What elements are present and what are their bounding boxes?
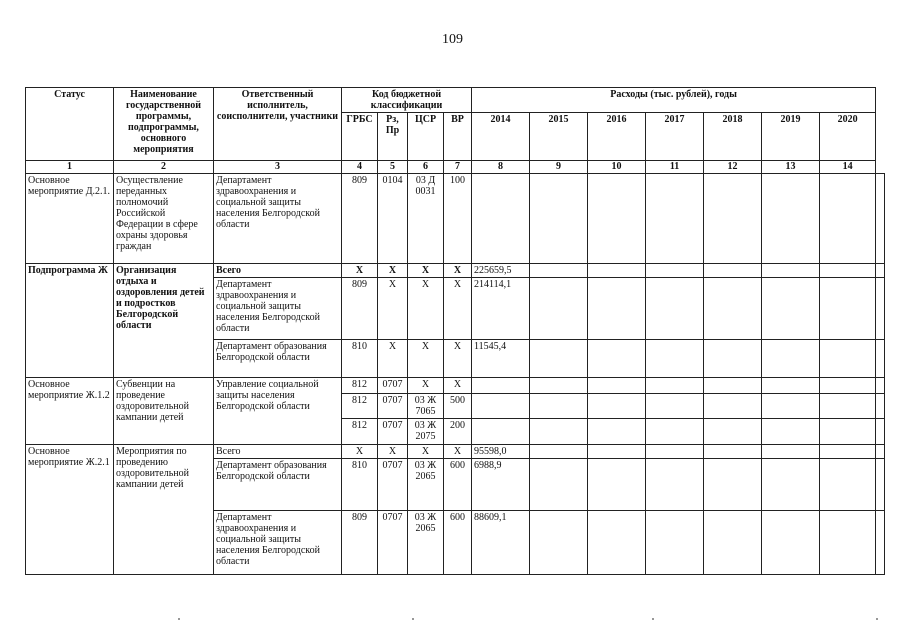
row-2014: 95598,0 bbox=[472, 445, 530, 459]
header-year: 2016 bbox=[588, 113, 646, 161]
empty-cell bbox=[704, 278, 762, 340]
row-vr: Х bbox=[444, 340, 472, 378]
empty-cell bbox=[530, 340, 588, 378]
row-vr: 200 bbox=[444, 419, 472, 445]
empty-cell bbox=[820, 394, 876, 419]
empty-cell bbox=[704, 511, 762, 575]
header-csr: ЦСР bbox=[408, 113, 444, 161]
empty-cell bbox=[646, 419, 704, 445]
row-rzpr: Х bbox=[378, 264, 408, 278]
empty-cell bbox=[530, 174, 588, 264]
row-vr: Х bbox=[444, 264, 472, 278]
table-row bbox=[26, 264, 885, 278]
row-csr: 03 Ж 2065 bbox=[408, 459, 444, 511]
empty-cell bbox=[820, 174, 876, 264]
row-vr: 600 bbox=[444, 511, 472, 575]
col-number: 1 bbox=[26, 161, 114, 174]
row-status: Основное мероприятие Ж.1.2 bbox=[26, 378, 114, 445]
row-grbs: 809 bbox=[342, 511, 378, 575]
empty-cell bbox=[876, 445, 885, 459]
row-2014: 11545,4 bbox=[472, 340, 530, 378]
empty-cell bbox=[876, 174, 885, 264]
row-rzpr: 0707 bbox=[378, 378, 408, 394]
col-number: 6 bbox=[408, 161, 444, 174]
row-name: Мероприятия по проведению оздоровительной кампании детей bbox=[114, 445, 214, 575]
row-name: Осуществление переданных полномочий Российской Федерации в сфере охраны здоровья граждан bbox=[114, 174, 214, 264]
header-vr: ВР bbox=[444, 113, 472, 161]
empty-cell bbox=[762, 394, 820, 419]
row-grbs: 812 bbox=[342, 378, 378, 394]
header-expenses: Расходы (тыс. рублей), годы bbox=[472, 88, 876, 113]
col-number: 10 bbox=[588, 161, 646, 174]
col-number: 9 bbox=[530, 161, 588, 174]
row-name: Организация отдыха и оздоровления детей и подростков Белгородской области bbox=[114, 264, 214, 378]
empty-cell bbox=[876, 459, 885, 511]
empty-cell bbox=[588, 394, 646, 419]
empty-cell bbox=[646, 394, 704, 419]
row-grbs: 809 bbox=[342, 278, 378, 340]
row-executor: Департамент здравоохранения и социальной защиты населения Белгородской области bbox=[214, 174, 342, 264]
empty-cell bbox=[646, 340, 704, 378]
row-executor: Всего bbox=[214, 264, 342, 278]
scan-speck bbox=[412, 618, 414, 620]
empty-cell bbox=[588, 174, 646, 264]
header-year: 2015 bbox=[530, 113, 588, 161]
empty-cell bbox=[762, 378, 820, 394]
row-rzpr: Х bbox=[378, 278, 408, 340]
header-year: 2017 bbox=[646, 113, 704, 161]
row-2014: 225659,5 bbox=[472, 264, 530, 278]
row-2014 bbox=[472, 419, 530, 445]
empty-cell bbox=[762, 264, 820, 278]
empty-cell bbox=[876, 394, 885, 419]
row-status: Подпрограмма Ж bbox=[26, 264, 114, 378]
empty-cell bbox=[530, 459, 588, 511]
row-grbs: Х bbox=[342, 264, 378, 278]
empty-cell bbox=[530, 445, 588, 459]
empty-cell bbox=[646, 378, 704, 394]
empty-cell bbox=[876, 419, 885, 445]
row-rzpr: 0707 bbox=[378, 394, 408, 419]
row-executor: Управление социальной защиты населения Белгородской области bbox=[214, 378, 342, 445]
empty-cell bbox=[876, 340, 885, 378]
row-grbs: 812 bbox=[342, 394, 378, 419]
empty-cell bbox=[588, 459, 646, 511]
row-executor: Всего bbox=[214, 445, 342, 459]
empty-cell bbox=[820, 445, 876, 459]
table-row bbox=[26, 378, 885, 394]
empty-cell bbox=[530, 419, 588, 445]
empty-cell bbox=[530, 264, 588, 278]
empty-cell bbox=[646, 278, 704, 340]
header-rzpr: Рз, Пр bbox=[378, 113, 408, 161]
scan-speck bbox=[652, 618, 654, 620]
row-rzpr: 0707 bbox=[378, 419, 408, 445]
row-vr: 600 bbox=[444, 459, 472, 511]
row-grbs: 810 bbox=[342, 459, 378, 511]
row-rzpr: 0707 bbox=[378, 511, 408, 575]
empty-cell bbox=[646, 459, 704, 511]
empty-cell bbox=[530, 278, 588, 340]
col-number: 7 bbox=[444, 161, 472, 174]
scan-speck bbox=[178, 618, 180, 620]
empty-cell bbox=[762, 459, 820, 511]
row-2014: 214114,1 bbox=[472, 278, 530, 340]
empty-cell bbox=[820, 459, 876, 511]
row-rzpr: 0707 bbox=[378, 459, 408, 511]
row-csr: Х bbox=[408, 278, 444, 340]
row-executor: Департамент образования Белгородской области bbox=[214, 459, 342, 511]
row-vr: Х bbox=[444, 278, 472, 340]
header-grbs: ГРБС bbox=[342, 113, 378, 161]
row-2014 bbox=[472, 174, 530, 264]
col-number: 12 bbox=[704, 161, 762, 174]
empty-cell bbox=[704, 459, 762, 511]
empty-cell bbox=[820, 419, 876, 445]
empty-cell bbox=[762, 174, 820, 264]
row-csr: Х bbox=[408, 340, 444, 378]
row-vr: Х bbox=[444, 445, 472, 459]
empty-cell bbox=[762, 445, 820, 459]
row-status: Основное мероприятие Ж.2.1 bbox=[26, 445, 114, 575]
empty-cell bbox=[588, 278, 646, 340]
empty-cell bbox=[704, 394, 762, 419]
header-status: Статус bbox=[26, 88, 114, 161]
empty-cell bbox=[704, 340, 762, 378]
col-number: 14 bbox=[820, 161, 876, 174]
empty-cell bbox=[530, 511, 588, 575]
row-name: Субвенции на проведение оздоровительной кампании детей bbox=[114, 378, 214, 445]
empty-cell bbox=[646, 445, 704, 459]
empty-cell bbox=[762, 340, 820, 378]
header-name: Наименование государственной программы, подпрограммы, основного мероприятия bbox=[114, 88, 214, 161]
empty-cell bbox=[588, 445, 646, 459]
row-status: Основное мероприятие Д.2.1. bbox=[26, 174, 114, 264]
empty-cell bbox=[876, 278, 885, 340]
empty-cell bbox=[704, 174, 762, 264]
row-2014: 88609,1 bbox=[472, 511, 530, 575]
empty-cell bbox=[530, 394, 588, 419]
row-grbs: 812 bbox=[342, 419, 378, 445]
row-csr: 03 Ж 2065 bbox=[408, 511, 444, 575]
empty-cell bbox=[704, 445, 762, 459]
empty-cell bbox=[704, 264, 762, 278]
table-row bbox=[26, 174, 885, 264]
row-rzpr: Х bbox=[378, 340, 408, 378]
empty-cell bbox=[820, 340, 876, 378]
header-budget-code: Код бюджетной классификации bbox=[342, 88, 472, 113]
row-vr: 100 bbox=[444, 174, 472, 264]
empty-cell bbox=[820, 278, 876, 340]
empty-cell bbox=[820, 378, 876, 394]
row-2014: 6988,9 bbox=[472, 459, 530, 511]
header-executor: Ответственный исполнитель, соисполнители, участники bbox=[214, 88, 342, 161]
header-year: 2019 bbox=[762, 113, 820, 161]
empty-cell bbox=[646, 174, 704, 264]
row-vr: 500 bbox=[444, 394, 472, 419]
empty-cell bbox=[876, 511, 885, 575]
row-vr: Х bbox=[444, 378, 472, 394]
row-csr: Х bbox=[408, 378, 444, 394]
col-number: 4 bbox=[342, 161, 378, 174]
empty-cell bbox=[704, 378, 762, 394]
header-year: 2014 bbox=[472, 113, 530, 161]
row-rzpr: 0104 bbox=[378, 174, 408, 264]
row-grbs: 810 bbox=[342, 340, 378, 378]
row-2014 bbox=[472, 394, 530, 419]
empty-cell bbox=[876, 264, 885, 278]
col-number: 8 bbox=[472, 161, 530, 174]
col-number: 2 bbox=[114, 161, 214, 174]
empty-cell bbox=[820, 511, 876, 575]
row-csr: Х bbox=[408, 264, 444, 278]
budget-table bbox=[25, 87, 885, 575]
page-number: 109 bbox=[442, 32, 463, 47]
scan-specks bbox=[0, 618, 905, 622]
col-number: 3 bbox=[214, 161, 342, 174]
empty-cell bbox=[588, 419, 646, 445]
empty-cell bbox=[820, 264, 876, 278]
empty-cell bbox=[762, 419, 820, 445]
header-year: 2020 bbox=[820, 113, 876, 161]
column-number-row bbox=[26, 161, 885, 174]
empty-cell bbox=[646, 264, 704, 278]
row-csr: 03 Ж 7065 bbox=[408, 394, 444, 419]
empty-cell bbox=[588, 378, 646, 394]
row-rzpr: Х bbox=[378, 445, 408, 459]
row-csr: Х bbox=[408, 445, 444, 459]
table-row bbox=[26, 445, 885, 459]
empty-cell bbox=[588, 511, 646, 575]
row-csr: 03 Ж 2075 bbox=[408, 419, 444, 445]
empty-cell bbox=[876, 378, 885, 394]
row-executor: Департамент здравоохранения и социальной защиты населения Белгородской области bbox=[214, 278, 342, 340]
row-2014 bbox=[472, 378, 530, 394]
col-number: 13 bbox=[762, 161, 820, 174]
empty-cell bbox=[646, 511, 704, 575]
empty-cell bbox=[588, 340, 646, 378]
row-grbs: Х bbox=[342, 445, 378, 459]
header-year: 2018 bbox=[704, 113, 762, 161]
empty-cell bbox=[762, 278, 820, 340]
scan-speck bbox=[876, 618, 878, 620]
empty-cell bbox=[704, 419, 762, 445]
row-executor: Департамент здравоохранения и социальной защиты населения Белгородской области bbox=[214, 511, 342, 575]
empty-cell bbox=[588, 264, 646, 278]
empty-cell bbox=[530, 378, 588, 394]
row-csr: 03 Д 0031 bbox=[408, 174, 444, 264]
col-number: 5 bbox=[378, 161, 408, 174]
empty-cell bbox=[762, 511, 820, 575]
row-executor: Департамент образования Белгородской области bbox=[214, 340, 342, 378]
col-number: 11 bbox=[646, 161, 704, 174]
row-grbs: 809 bbox=[342, 174, 378, 264]
